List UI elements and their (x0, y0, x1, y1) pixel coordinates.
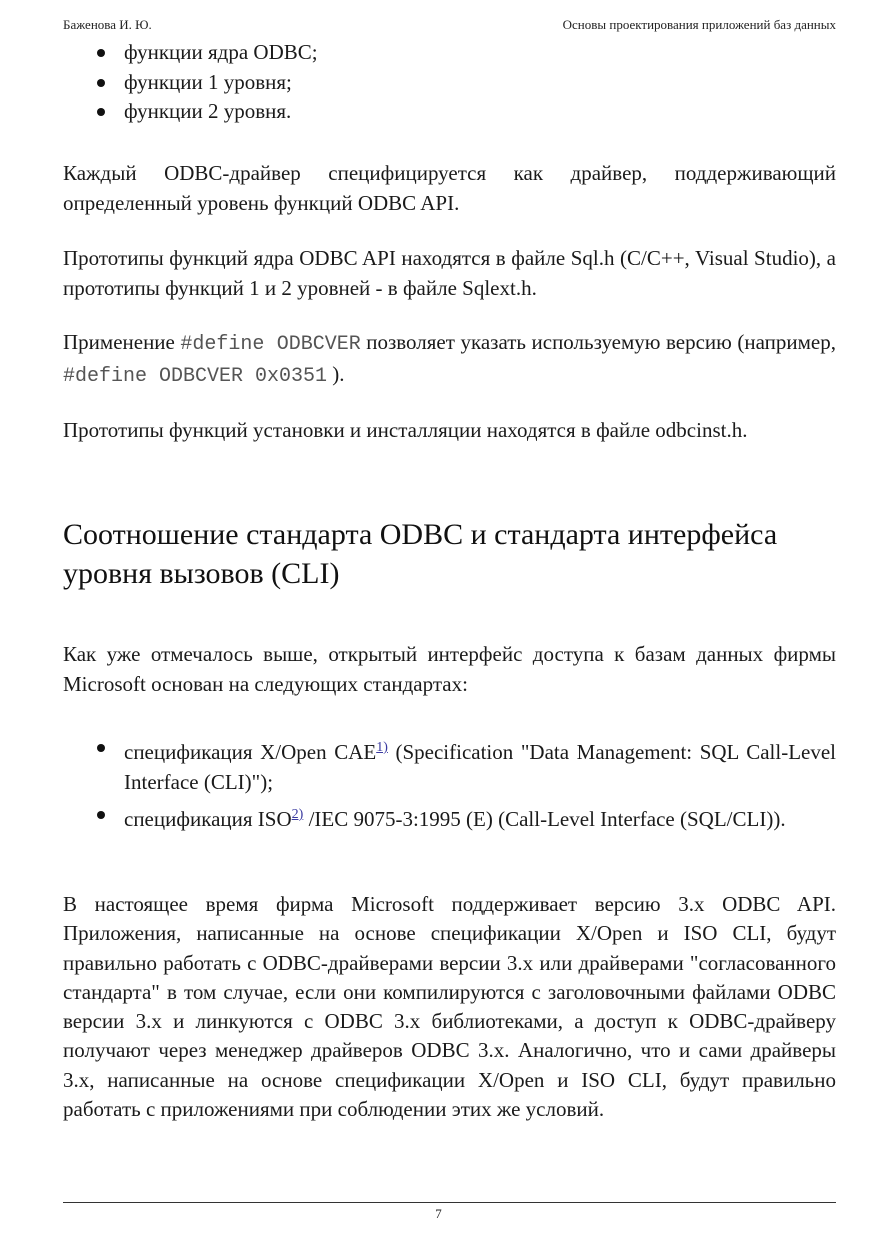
bullet-icon (97, 744, 105, 752)
code-define-odbcver: #define ODBCVER (180, 333, 361, 356)
header-author: Баженова И. Ю. (63, 17, 152, 32)
odbc-levels-list (63, 38, 836, 127)
paragraph-microsoft-support: В настоящее время фирма Microsoft поддерживает версию 3.x ODBC API. Приложения, написанные на основе спецификации X/Open и ISO CLI, будут правильно работать с ODBC-драйверами версии 3.x или драйверами "согласованного стандарта" в том случае, если они компилируются с заголовочными файлами ODBC версии 3.x и линкуются с ODBC 3.x библиотеками, а доступ к ODBC-драйверу получают через менеджер драйверов ODBC 3.x. Аналогично, что и сами драйверы 3.x, написанные на основе спецификации X/Open и ISO CLI, будут правильно работать с приложениями при соблюдении этих же условий. (63, 892, 836, 1122)
paragraph-odbcinst: Прототипы функций установки и инсталляции находятся в файле odbcinst.h. (63, 418, 748, 442)
page-header (63, 17, 836, 35)
paragraph-prototypes: Прототипы функций ядра ODBC API находятся в файле Sql.h (C/C++, Visual Studio), а прототипы функций 1 и 2 уровней - в файле Sqlext.h. (63, 246, 836, 300)
list-item: спецификация ISO$^{2)}$ /IEC 9075-3:1995 (E) (Call-Level Interface (SQL/CLI)). (63, 800, 836, 834)
list-item: функции ядра ODBC; (63, 38, 836, 68)
paragraph-standards-intro: Как уже отмечалось выше, открытый интерфейс доступа к базам данных фирмы Microsoft основан на следующих стандартах: (63, 642, 836, 696)
footer-divider (63, 1202, 836, 1203)
bullet-icon (97, 79, 105, 87)
bullet-icon (97, 811, 105, 819)
list-item: функции 1 уровня; (63, 68, 836, 98)
standards-list (63, 733, 836, 837)
bullet-icon (97, 49, 105, 57)
list-item: функции 2 уровня. (63, 97, 836, 127)
header-title: Основы проектирования приложений баз данных (562, 17, 836, 32)
bullet-icon (97, 108, 105, 116)
paragraph-odbcver: Применение #define ODBCVER позволяет указать используемую версию (например, #define ODBCVER 0x0351 ). (63, 330, 836, 388)
code-define-odbcver-value: #define ODBCVER 0x0351 (63, 364, 328, 388)
list-item: спецификация X/Open CAE$^{1)}$ (Specification "Data Management: SQL Call-Level Interface (CLI)"); (63, 733, 836, 797)
footnote-link-2[interactable]: 2) (291, 807, 304, 822)
paragraph-driver-spec: Каждый ODBC-драйвер специфицируется как драйвер, поддерживающий определенный уровень функций ODBC API. (63, 161, 836, 215)
page-number: 7 (435, 1206, 442, 1221)
footnote-link-1[interactable]: 1) (376, 740, 388, 755)
section-heading: Соотношение стандарта ODBC и стандарта интерфейса уровня вызовов (CLI) (63, 518, 778, 590)
